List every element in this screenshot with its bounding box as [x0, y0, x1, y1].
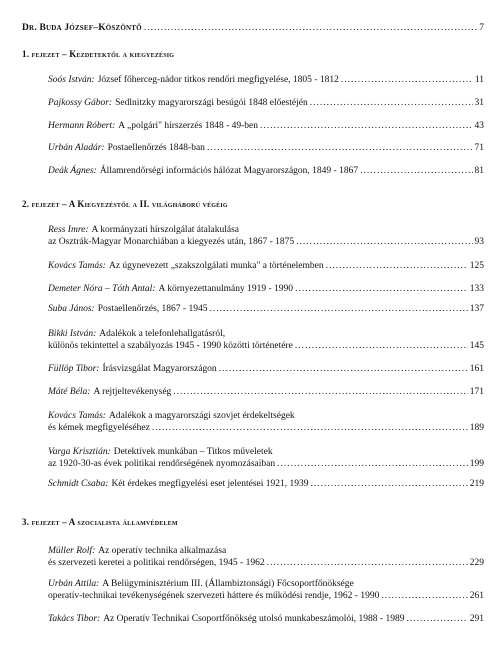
toc-entry[interactable]: [48, 578, 484, 602]
entry-author: Pajkossy Gábor:: [48, 98, 113, 108]
page-number: 161: [469, 364, 484, 374]
page-number: 11: [474, 75, 484, 85]
dot-leader: [311, 478, 468, 490]
page-number: 261: [469, 591, 484, 601]
page-number: 125: [469, 261, 484, 271]
page-number: 291: [469, 614, 484, 624]
toc-entry[interactable]: [48, 120, 484, 132]
entry-author: Deák Ágnes:: [48, 166, 97, 176]
entry-title-cont: az 1920-30-as évek politikai rendőrségének nyomozásaiban: [48, 459, 276, 469]
entry-author: Varga Krisztián:: [48, 447, 111, 457]
entry-title: József főherceg-nádor titkos rendőri megfigyelése, 1805 - 1812: [97, 75, 339, 85]
page-number: 199: [469, 459, 484, 469]
entry-title: Postaellenőrzés, 1867 - 1945: [97, 304, 208, 314]
entry-title: A rejtjeltevékenység: [93, 387, 172, 397]
toc-entry[interactable]: [48, 613, 484, 625]
entry-author: Ress Imre:: [48, 225, 89, 235]
toc-entry[interactable]: [48, 363, 484, 375]
entry-author: Urbán Aladár:: [48, 143, 105, 153]
entry-author: Kovács Tamás:: [48, 411, 106, 421]
page-number: 171: [469, 387, 484, 397]
chapter-heading: [22, 48, 484, 60]
page-number: 189: [469, 423, 484, 433]
entry-title: Az Operatív Technikai Csoportfőnökség utolsó munkabeszámolói, 1988 - 1989: [103, 614, 405, 624]
entry-title: Postaellenőrzés 1848-ban: [107, 143, 205, 153]
entry-title-cont: és szervezeti keretei a politikai rendőrségen, 1945 - 1962: [48, 558, 265, 568]
dot-leader: [406, 613, 467, 625]
page-number: 43: [474, 121, 484, 131]
dot-leader: [173, 386, 467, 398]
entry-title: Az úgynevezett „szakszolgálati munka" a történelemben: [108, 261, 324, 271]
intro-author: Dr. Buda József: [22, 23, 94, 33]
toc-entry[interactable]: [48, 74, 484, 86]
entry-author: Soós István:: [48, 75, 95, 85]
toc-entry[interactable]: [48, 142, 484, 154]
chapter-heading: [22, 516, 484, 528]
page-number: 71: [474, 143, 484, 153]
entry-author: Takács Tibor:: [48, 614, 101, 624]
entry-title: Adalékok a magyarországi szovjet érdekeltségek: [108, 411, 295, 421]
toc-entry[interactable]: [48, 260, 484, 272]
dot-leader: [219, 363, 468, 375]
page-number: 145: [469, 341, 484, 351]
dot-leader: [381, 590, 467, 602]
entry-author: Bikki István:: [48, 329, 97, 339]
entry-title: A Belügyminisztérium III. (Állambiztonsági) Főcsoportfőnökségе: [102, 579, 354, 589]
page-number: 137: [469, 304, 484, 314]
entry-author: Hermann Róbert:: [48, 121, 116, 131]
chapter-heading: [22, 198, 484, 210]
entry-title-cont: operatív-technikai tevékenységének szervezeti háttere és működési rendje, 1962 - 1990: [48, 591, 380, 601]
chapter-label: 3. fejezet – A szocialista államvédelem: [22, 517, 178, 527]
toc-entry[interactable]: [48, 303, 484, 315]
dot-leader: [296, 236, 472, 248]
entry-title-cont: az Osztrák-Magyar Monarchiában a kiegyezés után, 1867 - 1875: [48, 237, 295, 247]
toc-entry[interactable]: [48, 545, 484, 569]
dot-leader: [310, 97, 473, 109]
entry-author: Demeter Nóra – Tóth Antal:: [48, 284, 156, 294]
page-number: 229: [469, 558, 484, 568]
entry-author: Suba János:: [48, 304, 95, 314]
toc-entry[interactable]: [48, 446, 484, 470]
toc-entry[interactable]: [48, 97, 484, 109]
intro-title: Köszöntő: [98, 23, 142, 33]
page-number: 31: [474, 98, 484, 108]
entry-title: A kormányzati hírszolgálat átalakulása: [91, 225, 240, 235]
dot-leader: [277, 458, 468, 470]
dot-leader: [144, 22, 477, 34]
dot-leader: [207, 142, 473, 154]
entry-title: Írásvizsgálat Magyarországon: [102, 364, 217, 374]
entry-title: Államrendőrségi információs hálózat Magyarországon, 1849 - 1867: [99, 166, 359, 176]
entry-author: Schmidt Csaba:: [48, 479, 109, 489]
toc-entry[interactable]: [48, 165, 484, 177]
page-number: 7: [479, 23, 484, 33]
dot-leader: [209, 303, 467, 315]
entry-title: A „polgári" hírszerzés 1848 - 49-ben: [118, 121, 259, 131]
toc-entry[interactable]: [48, 410, 484, 434]
page-number: 81: [474, 166, 484, 176]
entry-author: Füllöp Tibor:: [48, 364, 100, 374]
chapter-label: 1. fejezet – Kezdetektől a kiegyezésig: [22, 49, 175, 59]
toc-entry[interactable]: [48, 328, 484, 352]
entry-author: Urbán Attila:: [48, 579, 100, 589]
entry-title: A környezettanulmány 1919 - 1990: [158, 284, 294, 294]
page-number: 93: [474, 237, 484, 247]
page-number: 219: [469, 479, 484, 489]
entry-title-cont: különös tekintettel a szabályozás 1945 - 1990 közötti történetére: [48, 341, 293, 351]
toc-entry[interactable]: [48, 386, 484, 398]
entry-title: Detektívek munkában – Titkos műveletek: [113, 447, 273, 457]
entry-author: Máté Béla:: [48, 387, 91, 397]
dot-leader: [295, 340, 468, 352]
dot-leader: [152, 422, 468, 434]
dot-leader: [295, 283, 468, 295]
entry-author: Müller Rolf:: [48, 546, 96, 556]
toc-entry[interactable]: [48, 224, 484, 248]
entry-title: Adalékok a telefonlehallgatásról,: [99, 329, 226, 339]
dot-leader: [360, 165, 472, 177]
dot-leader: [326, 260, 468, 272]
entry-author: Kovács Tamás:: [48, 261, 106, 271]
dot-leader: [341, 74, 473, 86]
entry-title: Sedlnitzky magyarországi besúgói 1848 előestéjén: [115, 98, 308, 108]
toc-entry[interactable]: [48, 283, 484, 295]
chapter-label: 2. fejezet – A Kiegyezéstől a II. világháború végéig: [22, 199, 228, 209]
dot-leader: [267, 557, 468, 569]
entry-title: Az operatív technika alkalmazása: [98, 546, 227, 556]
toc-intro-line[interactable]: [22, 22, 484, 34]
intro-separator: –: [93, 23, 99, 33]
dot-leader: [260, 120, 472, 132]
page-number: 133: [469, 284, 484, 294]
entry-title: Két érdekes megfigyelési eset jelentései 1921, 1939: [111, 479, 309, 489]
toc-entry[interactable]: [48, 478, 484, 490]
entry-title-cont: és kémek megfigyeléséhez: [48, 423, 150, 433]
